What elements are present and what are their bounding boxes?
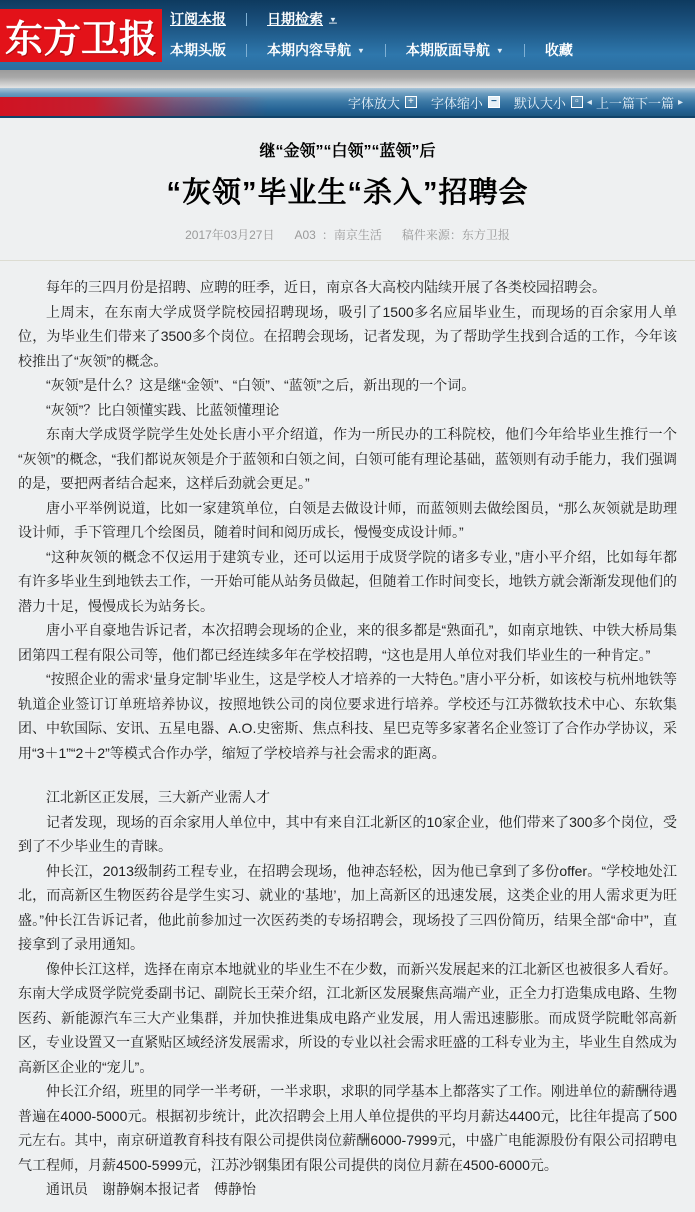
article-header bbox=[0, 118, 695, 261]
nav-separator bbox=[246, 13, 247, 26]
article-section: ：南京生活 bbox=[321, 228, 382, 242]
minus-icon: − bbox=[488, 96, 500, 108]
nav-separator bbox=[524, 44, 525, 57]
plus-icon: + bbox=[405, 96, 417, 108]
article-paragraph: 仲长江介绍，班里的同学一半考研，一半求职，求职的同学基本上都落实了工作。刚进单位的薪酬待遇普遍在4000-5000元。根据初步统计，此次招聘会上用人单位提供的平均月薪达4400元，比往年提高了500元左右。其中，南京研道教育科技有限公司提供岗位薪酬6000-7999元，中盛广电能源股份有限公司招聘电气工程师，月薪4500-5999元，江苏沙钢集团有限公司提供的岗位月薪在4500-6000元。 bbox=[18, 1083, 677, 1173]
nav-separator bbox=[246, 44, 247, 57]
newspaper-logo[interactable]: 东方卫报 bbox=[0, 9, 162, 62]
article-source: 稿件来源：东方卫报 bbox=[401, 228, 510, 242]
article-paragraph: 江北新区正发展，三大新产业需人才 bbox=[46, 789, 270, 805]
nav-favorite-link[interactable]: 收藏 bbox=[544, 42, 573, 58]
article-title: “灰领”毕业生“杀入”招聘会 bbox=[166, 177, 529, 209]
font-enlarge-label: 字体放大 bbox=[347, 95, 400, 111]
article-paragraph: 东南大学成贤学院学生处处长唐小平介绍道，作为一所民办的工科院校，他们今年给毕业生推行一个“灰领”的概念，“我们都说灰领是介于蓝领和白领之间，白领可能有理论基础，蓝领则有动手能力，我们强调的是，要把两者结合起来，这样后劲就会更足。” bbox=[18, 426, 677, 491]
article-paragraph: 仲长江，2013级制药工程专业，在招聘会现场，他神态轻松，因为他已拿到了多份offer。“学校地处江北，而高新区生物医药谷是学生实习、就业的‘基地’，加上高新区的迅速发展，这类企业的用人需求更为旺盛。”仲长江告诉记者，他此前参加过一次医药类的专场招聘会，现场投了三四份简历，结果全部“命中”，直接拿到了录用通知。 bbox=[18, 862, 677, 952]
font-shrink-button[interactable] bbox=[431, 93, 500, 112]
article-paragraph: 唐小平举例说道，比如一家建筑单位，白领是去做设计师，而蓝领则去做绘图员，“那么灰领就是助理设计师，手下管理几个绘图员，随着时间和阅历成长，慢慢变成设计师。” bbox=[18, 499, 677, 540]
masthead-nav bbox=[170, 4, 687, 65]
article-toolbar bbox=[0, 88, 695, 118]
article-paragraph: “灰领”是什么？这是继“金领”、“白领”、“蓝领”之后，新出现的一个词。 bbox=[46, 377, 476, 393]
article-paragraph: “按照企业的需求‘量身定制’毕业生，这是学校人才培养的一大特色。”唐小平分析，如该校与杭州地铁等轨道企业签订订单班培养协议，按照地铁公司的岗位要求进行培养。学校还与江苏微软技术中心、东软集团、中软国际、安讯、五星电器、A.O.史密斯、焦点科技、星巴克等多家著名企业签订了合作办学协议，采用“3＋1”“2＋2”等模式合作办学，缩短了学校培养与社会需求的距离。 bbox=[18, 671, 677, 761]
chevron-down-icon: ▼ bbox=[495, 45, 504, 55]
font-default-label: 默认大小 bbox=[513, 95, 566, 111]
article-paragraph: 每年的三四月份是招聘、应聘的旺季，近日，南京各大高校内陆续开展了各类校园招聘会。 bbox=[46, 279, 606, 295]
nav-content-guide-label: 本期内容导航 bbox=[267, 42, 351, 58]
restore-size-icon: ▫ bbox=[571, 96, 583, 108]
chevron-down-icon: ▼ bbox=[357, 45, 365, 55]
prev-arrow-icon[interactable]: ◂ bbox=[586, 96, 592, 108]
nav-separator bbox=[385, 44, 386, 57]
nav-date-search-link[interactable] bbox=[267, 9, 337, 29]
article-byline: 通讯员 谢静娴本报记者 傅静怡 bbox=[46, 1181, 256, 1197]
next-arrow-icon[interactable]: ▸ bbox=[677, 96, 683, 108]
nav-content-guide-link[interactable] bbox=[267, 40, 365, 60]
article-paragraph: “灰领”？比白领懂实践、比蓝领懂理论 bbox=[46, 401, 280, 418]
nav-layout-guide-label: 本期版面导航 bbox=[405, 42, 490, 58]
nav-front-page-link[interactable]: 本期头版 bbox=[170, 42, 226, 58]
article-kicker: 继“金领”“白领”“蓝领”后 bbox=[259, 143, 436, 160]
article-paragraph: 唐小平自豪地告诉记者，本次招聘会现场的企业，来的很多都是“熟面孔”，如南京地铁、中铁大桥局集团第四工程有限公司等，他们都已经连续多年在学校招聘，“这也是用人单位对我们毕业生的一种肯定。” bbox=[18, 622, 677, 663]
font-enlarge-button[interactable] bbox=[348, 93, 417, 112]
nav-subscribe-link[interactable]: 订阅本报 bbox=[170, 11, 226, 27]
article-paragraph: 记者发现，现场的百余家用人单位中，其中有来自江北新区的10家企业，他们带来了300多个岗位，受到了不少毕业生的青睐。 bbox=[18, 813, 677, 854]
font-default-button[interactable] bbox=[514, 93, 583, 112]
article-body bbox=[0, 261, 695, 1212]
masthead bbox=[0, 0, 695, 70]
chevron-down-icon: ▼ bbox=[329, 14, 337, 24]
article-meta bbox=[0, 226, 695, 243]
next-article-link[interactable]: 下一篇 bbox=[634, 95, 674, 111]
article-page-number: A03 bbox=[294, 228, 316, 242]
nav-row-2 bbox=[170, 35, 687, 65]
article-paragraph: 上周末，在东南大学成贤学院校园招聘现场，吸引了1500多名应届毕业生，而现场的百余家用人单位，为毕业生们带来了3500多个岗位。在招聘会现场，记者发现，为了帮助学生找到合适的工作，今年该校推出了“灰领”的概念。 bbox=[18, 303, 677, 369]
article-paragraph: 像仲长江这样，选择在南京本地就业的毕业生不在少数，而新兴发展起来的江北新区也被很多人看好。东南大学成贤学院党委副书记、副院长王荣介绍，江北新区发展聚焦高端产业，正全力打造集成电路、生物医药、新能源汽车三大产业集群，并加快推进集成电路产业发展，用人需迅速膨胀。而成贤学院毗邻高新区，专业设置又一直紧贴区域经济发展需求，所设的专业以社会需求旺盛的工科专业为主，毕业生自然成为高新区企业的“宠儿”。 bbox=[18, 960, 677, 1075]
gray-strip bbox=[0, 70, 695, 88]
nav-row-1 bbox=[170, 4, 687, 34]
prev-article-link[interactable]: 上一篇 bbox=[595, 95, 635, 111]
nav-layout-guide-link[interactable] bbox=[406, 40, 504, 60]
article-date: 2017年03月27日 bbox=[185, 228, 275, 242]
article-paragraph: “这种灰领的概念不仅运用于建筑专业，还可以运用于成贤学院的诸多专业，”唐小平介绍，比如每年都有许多毕业生到地铁去工作，一开始可能从站务员做起，但随着工作时间变长，地铁方就会渐渐发现他们的潜力十足，慢慢成长为站务长。 bbox=[18, 548, 677, 614]
nav-date-search-label: 日期检索 bbox=[267, 11, 323, 27]
font-shrink-label: 字体缩小 bbox=[430, 95, 483, 111]
